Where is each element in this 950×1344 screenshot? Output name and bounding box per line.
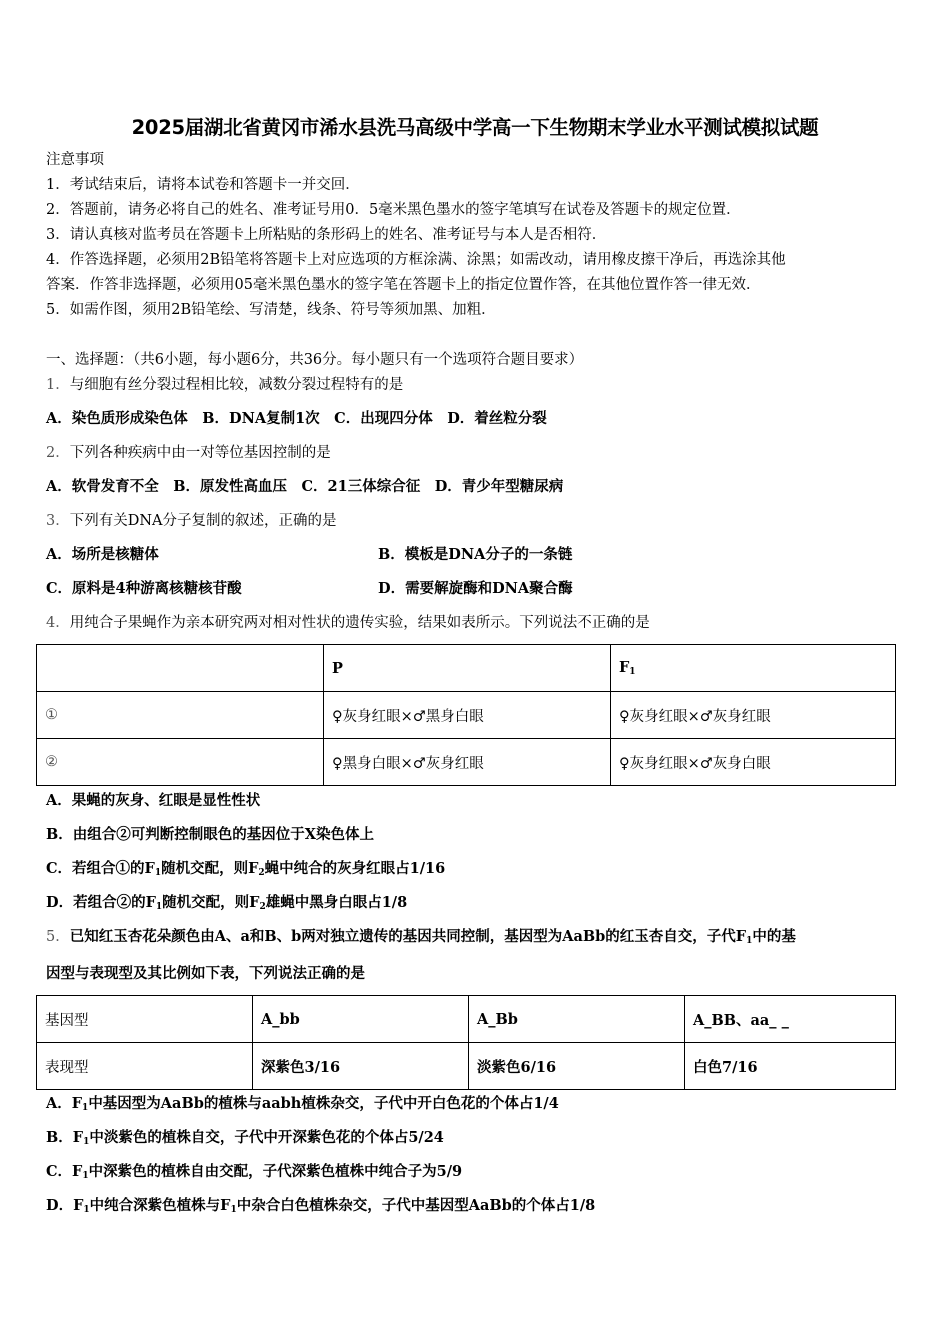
section-heading: 一、选择题：（共6小题，每小题6分，共36分。每小题只有一个选项符合题目要求）	[46, 352, 584, 368]
question-5-stem-cont: 因型与表现型及其比例如下表，下列说法正确的是	[46, 965, 365, 982]
table-cell: 深紫色3/16	[253, 1043, 469, 1090]
table-cell: 淡紫色6/16	[469, 1043, 685, 1090]
question-3-option-c: C．原料是4种游离核糖核苷酸	[46, 580, 242, 597]
table-cell: A_BB、aa_ _	[685, 996, 896, 1043]
question-3-stem: 3．下列有关DNA分子复制的叙述，正确的是	[46, 513, 337, 529]
table-cell: 基因型	[37, 996, 253, 1043]
table-cell: ♀灰身红眼×♂灰身红眼	[611, 692, 896, 739]
notice-item: 5．如需作图，须用2B铅笔绘、写清楚，线条、符号等须加黑、加粗．	[46, 302, 496, 318]
table-cell: ♀灰身红眼×♂黑身白眼	[324, 692, 611, 739]
table-cell: ♀灰身红眼×♂灰身白眼	[611, 739, 896, 786]
question-4-stem: 4．用纯合子果蝇作为亲本研究两对相对性状的遗传实验，结果如表所示。下列说法不正确的是	[46, 615, 650, 631]
table-cell: A_bb	[253, 996, 469, 1043]
table-cell: A_Bb	[469, 996, 685, 1043]
notice-item: 答案．作答非选择题，必须用05毫米黑色墨水的签字笔在答题卡上的指定位置作答，在其他位置作答一律无效．	[46, 277, 761, 293]
notice-item: 4．作答选择题，必须用2B铅笔将答题卡上对应选项的方框涂满、涂黑；如需改动，请用橡皮擦干净后，再选涂其他	[46, 252, 786, 268]
table-header-p: P	[324, 645, 611, 692]
question-3-option-d: D．需要解旋酶和DNA聚合酶	[378, 580, 573, 597]
question-4-option-b: B．由组合②可判断控制眼色的基因位于X染色体上	[46, 826, 375, 843]
table-cell	[37, 645, 324, 692]
notice-item: 2．答题前，请务必将自己的姓名、准考证号用0．5毫米黑色墨水的签字笔填写在试卷及答题卡的规定位置．	[46, 202, 741, 218]
question-number: 3．	[46, 513, 70, 529]
table-cell: ②	[37, 739, 324, 786]
question-4-option-d: D．若组合②的$F_1$随机交配，则$F_2$雄蝇中黑身白眼占1/8	[46, 894, 408, 912]
question-1-options: A．染色质形成染色体 B．DNA复制1次 C．出现四分体 D．着丝粒分裂	[46, 410, 547, 427]
question-2-options: A．软骨发育不全 B．原发性高血压 C．21三体综合征 D．青少年型糖尿病	[46, 478, 564, 495]
notice-item: 1．考试结束后，请将本试卷和答题卡一并交回．	[46, 177, 360, 193]
question-number: 4．	[46, 615, 70, 631]
question-number: 5．	[46, 929, 70, 945]
question-5-option-d: D．$F_1$中纯合深紫色植株与$F_1$中杂合白色植株杂交，子代中基因型AaBb的个体占1/8	[46, 1197, 596, 1215]
question-5-option-c: C．$F_1$中深紫色的植株自由交配，子代深紫色植株中纯合子为5/9	[46, 1163, 463, 1181]
table-cell: 表现型	[37, 1043, 253, 1090]
genotype-table	[36, 995, 896, 1090]
question-5-option-b: B．$F_1$中淡紫色的植株自交，子代中开深紫色花的个体占5/24	[46, 1129, 444, 1147]
question-3-option-a: A．场所是核糖体	[46, 546, 159, 563]
fruitfly-table	[36, 644, 896, 786]
question-1-stem: 1．与细胞有丝分裂过程相比较，减数分裂过程特有的是	[46, 377, 404, 393]
question-4-option-a: A．果蝇的灰身、红眼是显性性状	[46, 792, 261, 809]
table-cell: ♀黑身白眼×♂灰身红眼	[324, 739, 611, 786]
page-title: 2025届湖北省黄冈市浠水县洗马高级中学高一下生物期末学业水平测试模拟试题	[131, 116, 819, 139]
table-header-f1: $F_1$	[611, 645, 896, 692]
table-cell: 白色7/16	[685, 1043, 896, 1090]
question-4-option-c: C．若组合①的$F_1$随机交配，则$F_2$蝇中纯合的灰身红眼占1/16	[46, 860, 446, 878]
question-5-option-a: A．$F_1$中基因型为AaBb的植株与aabh植株杂交，子代中开白色花的个体占1/4	[46, 1095, 559, 1113]
question-number: 2．	[46, 445, 70, 461]
table-cell: ①	[37, 692, 324, 739]
notice-item: 3．请认真核对监考员在答题卡上所粘贴的条形码上的姓名、准考证号与本人是否相符．	[46, 227, 607, 243]
question-5-stem: 5．已知红玉杏花朵颜色由A、a和B、b两对独立遗传的基因共同控制，基因型为AaBb的红玉杏自交，子代$F_1$中的基	[46, 928, 796, 946]
question-3-option-b: B．模板是DNA分子的一条链	[378, 546, 573, 563]
question-number: 1．	[46, 377, 70, 393]
question-2-stem: 2．下列各种疾病中由一对等位基因控制的是	[46, 445, 331, 461]
notice-heading: 注意事项	[46, 152, 104, 168]
